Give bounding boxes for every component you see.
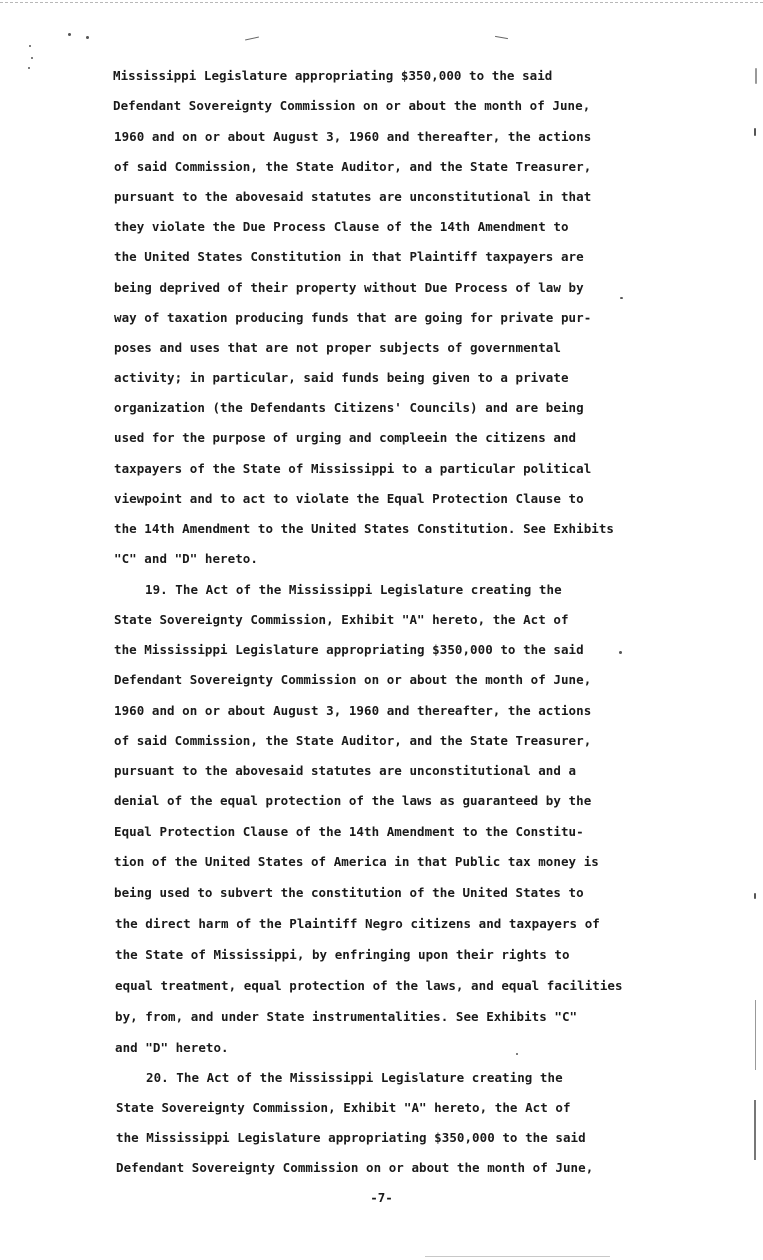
text-line: Defendant Sovereignty Commission on or about the month of June, — [116, 1160, 594, 1175]
text-line: organization (the Defendants Citizens' Councils) and are being — [114, 400, 584, 415]
scan-speck — [755, 1000, 756, 1070]
text-line: they violate the Due Process Clause of the 14th Amendment to — [114, 219, 569, 234]
scan-bottom-rule — [425, 1256, 610, 1257]
text-line: tion of the United States of America in that Public tax money is — [114, 854, 599, 869]
scan-speck — [31, 57, 33, 59]
text-line: being deprived of their property without Due Process of law by — [114, 280, 584, 295]
text-line: State Sovereignty Commission, Exhibit "A" hereto, the Act of — [114, 612, 569, 627]
text-line: of said Commission, the State Auditor, and the State Treasurer, — [114, 159, 592, 174]
text-line: pursuant to the abovesaid statutes are unconstitutional and a — [114, 763, 577, 778]
paragraph-20-start: 20. The Act of the Mississippi Legislature creating the — [146, 1070, 563, 1085]
text-line: Defendant Sovereignty Commission on or about the month of June, — [113, 98, 591, 113]
text-line: equal treatment, equal protection of the laws, and equal facilities — [115, 978, 623, 993]
text-line: Equal Protection Clause of the 14th Amendment to the Constitu- — [114, 824, 584, 839]
text-line: viewpoint and to act to violate the Equal Protection Clause to — [114, 491, 584, 506]
text-line: pursuant to the abovesaid statutes are unconstitutional in that — [114, 189, 592, 204]
scan-speck — [86, 36, 89, 39]
text-line: "C" and "D" hereto. — [114, 551, 258, 566]
text-line: activity; in particular, said funds being given to a private — [114, 370, 569, 385]
text-line: poses and uses that are not proper subjects of governmental — [114, 340, 561, 355]
text-line: the State of Mississippi, by enfringing upon their rights to — [115, 947, 570, 962]
text-line: denial of the equal protection of the laws as guaranteed by the — [114, 793, 592, 808]
text-line: by, from, and under State instrumentalities. See Exhibits "C" — [115, 1009, 578, 1024]
scan-mark — [495, 36, 508, 39]
scan-speck — [619, 651, 622, 654]
scan-mark — [245, 37, 259, 41]
scan-speck — [28, 67, 30, 69]
text-line: 1960 and on or about August 3, 1960 and thereafter, the actions — [114, 129, 592, 144]
text-line: and "D" hereto. — [115, 1040, 229, 1055]
scan-speck — [620, 297, 623, 299]
scan-speck — [754, 128, 756, 136]
text-line: taxpayers of the State of Mississippi to a particular political — [114, 461, 592, 476]
scan-speck — [754, 1100, 756, 1160]
text-line: way of taxation producing funds that are going for private pur- — [114, 310, 592, 325]
text-line: Defendant Sovereignty Commission on or about the month of June, — [114, 672, 592, 687]
page-number: -7- — [370, 1190, 393, 1205]
text-line: 1960 and on or about August 3, 1960 and thereafter, the actions — [114, 703, 592, 718]
text-line: being used to subvert the constitution of the United States to — [114, 885, 584, 900]
scan-speck — [68, 33, 71, 36]
text-line: State Sovereignty Commission, Exhibit "A" hereto, the Act of — [116, 1100, 571, 1115]
text-line: of said Commission, the State Auditor, and the State Treasurer, — [114, 733, 592, 748]
text-line: the 14th Amendment to the United States Constitution. See Exhibits — [114, 521, 614, 536]
scan-top-edge — [0, 2, 763, 3]
scan-speck — [516, 1053, 518, 1055]
text-line: used for the purpose of urging and compleein the citizens and — [114, 430, 577, 445]
scan-speck — [754, 893, 756, 899]
paragraph-19-start: 19. The Act of the Mississippi Legislature creating the — [145, 582, 562, 597]
text-line: the Mississippi Legislature appropriating $350,000 to the said — [116, 1130, 586, 1145]
text-line: the Mississippi Legislature appropriating $350,000 to the said — [114, 642, 584, 657]
text-line: Mississippi Legislature appropriating $350,000 to the said — [113, 68, 553, 83]
text-line: the direct harm of the Plaintiff Negro citizens and taxpayers of — [115, 916, 600, 931]
scan-speck — [755, 68, 757, 84]
text-line: the United States Constitution in that Plaintiff taxpayers are — [114, 249, 584, 264]
scan-speck — [29, 45, 31, 47]
